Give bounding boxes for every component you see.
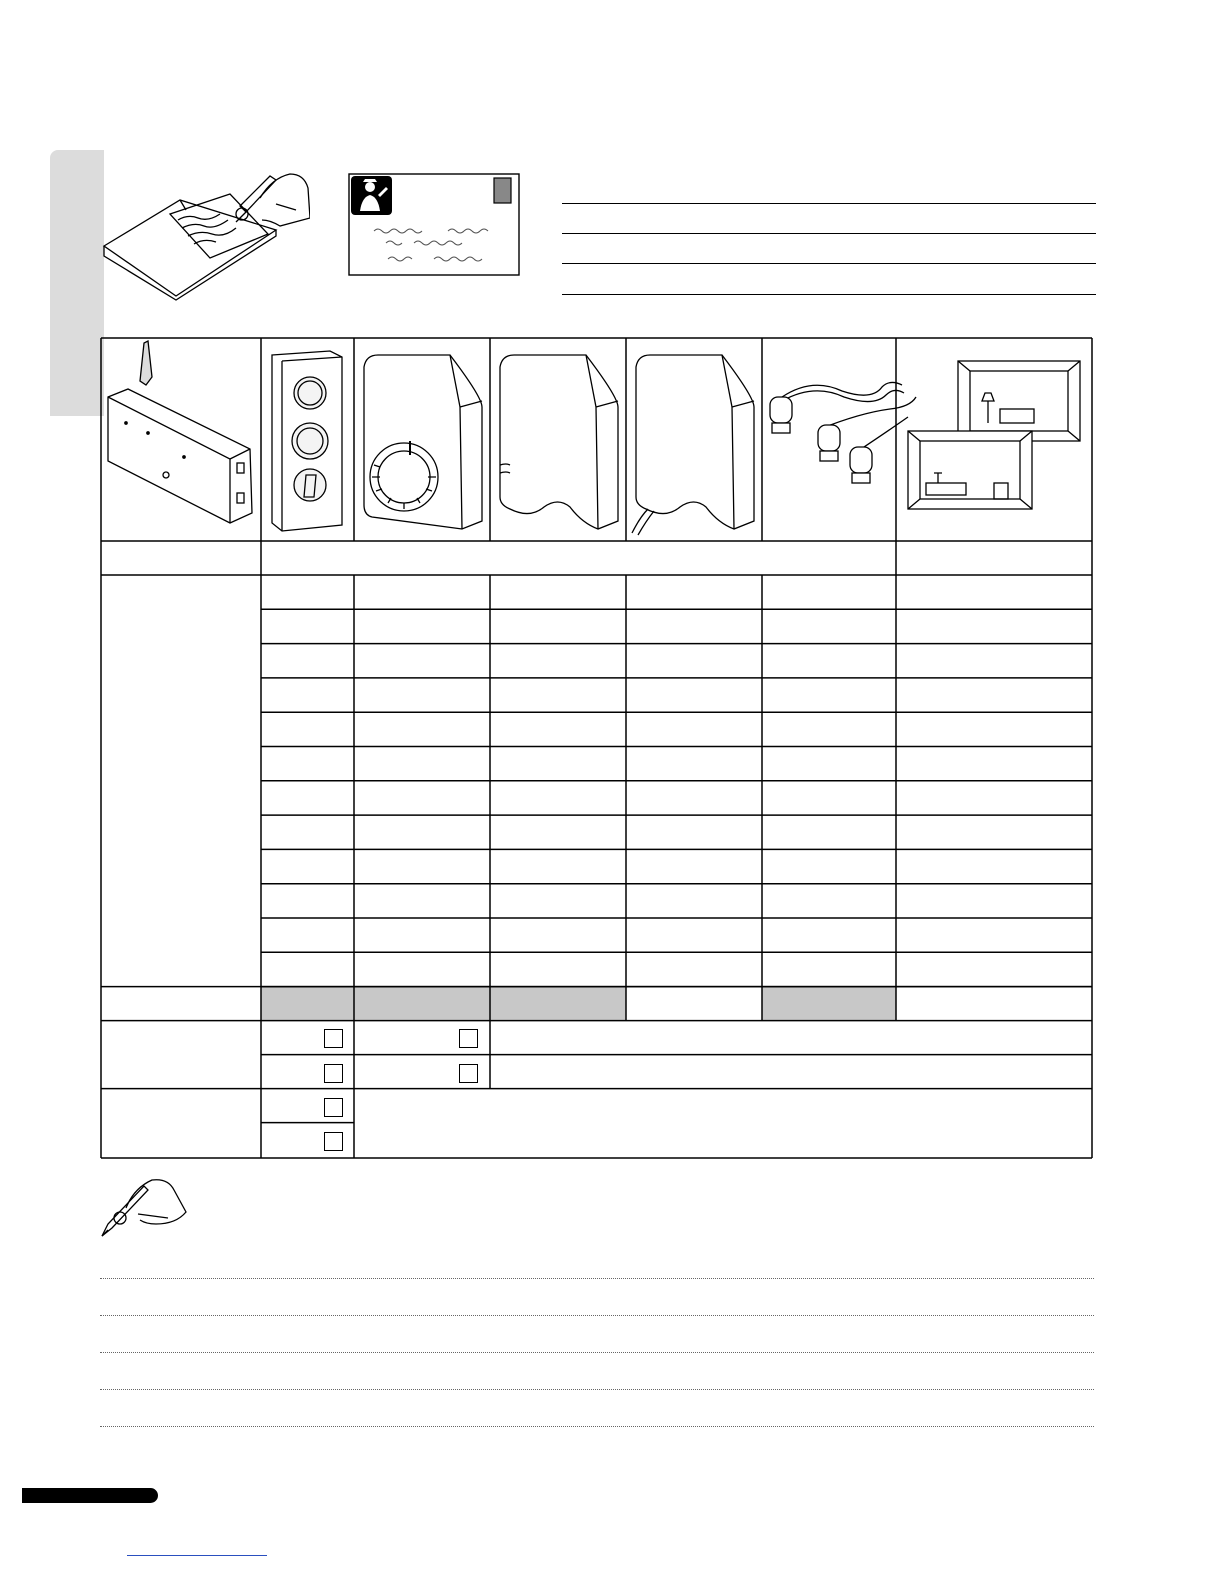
shaded-cell	[762, 987, 896, 1021]
checkbox-3a[interactable]	[324, 1098, 343, 1117]
room-sensor-icon	[500, 355, 618, 529]
dial-thermostat-icon	[364, 355, 482, 529]
hand-writing-icon	[98, 1178, 190, 1240]
write-line-4[interactable]	[562, 294, 1096, 295]
notebook-writing-icon	[100, 170, 310, 302]
footer-link[interactable]	[127, 1555, 267, 1556]
checkbox-2b[interactable]	[459, 1064, 478, 1083]
shaded-cell	[354, 987, 490, 1021]
thermal-actuators-icon	[770, 382, 916, 483]
checkbox-4a[interactable]	[324, 1132, 343, 1151]
write-line-1[interactable]	[562, 203, 1096, 204]
write-line-2[interactable]	[562, 233, 1096, 234]
wireless-controller-icon	[108, 341, 252, 523]
installer-card-icon	[348, 173, 520, 277]
form-table	[100, 337, 1094, 1161]
shaded-cell	[261, 987, 354, 1021]
rooms-illustration-icon	[908, 361, 1080, 509]
checkbox-2a[interactable]	[324, 1064, 343, 1083]
shaded-cell	[490, 987, 626, 1021]
note-line-1[interactable]	[100, 1278, 1094, 1279]
side-tab	[50, 150, 104, 416]
checkbox-1a[interactable]	[324, 1029, 343, 1048]
note-line-3[interactable]	[100, 1352, 1094, 1353]
note-line-4[interactable]	[100, 1389, 1094, 1390]
checkbox-1b[interactable]	[459, 1029, 478, 1048]
remote-unit-icon	[272, 351, 342, 531]
note-line-5[interactable]	[100, 1426, 1094, 1427]
wired-room-sensor-icon	[632, 355, 754, 535]
write-line-3[interactable]	[562, 263, 1096, 264]
note-line-2[interactable]	[100, 1315, 1094, 1316]
page-number-bar	[22, 1488, 158, 1503]
shaded-cells	[261, 987, 896, 1021]
